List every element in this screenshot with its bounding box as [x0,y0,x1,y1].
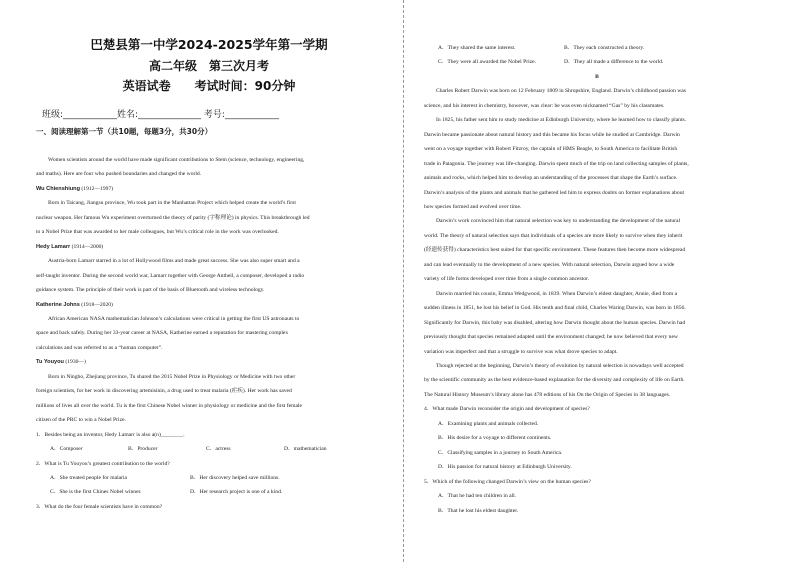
passage-line: nuclear weapon. Her famous Wu experiment overturned the theory of parity (宇称理论) in physics. This breakthrough led [36,214,310,221]
passage-line: Darwin’s analysis of the plants and animals that he gathered led him to express doubts on former explanations about [424,189,685,196]
passage-line: Austria-born Lamarr starred in a lot of Hollywood films and made great success. She was also super smart and a [48,258,300,265]
option-c[interactable]: C．actress [206,446,231,453]
option-a[interactable]: A．Composer [50,446,83,453]
passage-line: variety of life forms developed over time from a single common ancestor. [424,276,589,283]
scientist-years: (1930—) [63,359,86,366]
passage-line: went on a voyage together with Robert Fitzroy, the captain of HMS Beagle, to South America to facilitate British [424,146,678,153]
student-info-line: 班级:____________姓名:______________ 考号:____________ [42,110,279,120]
right-column [424,0,770,562]
passage-line: Charles Robert Darwin was born on 12 February 1809 in Shropshire, England. Darwin’s childhood passion was [436,88,686,95]
question-3-options-row2 [424,55,770,69]
exam-title: 巴楚县第一中学2024-2025学年第一学期 [90,37,328,52]
option-b[interactable]: B．That he lost his eldest daughter. [438,507,519,514]
scientist-heading [36,182,382,196]
passage-line: calculations and was referred to as a “human computer”. [36,344,163,351]
scientist-heading [36,355,382,369]
passage-line: In 1825, his father sent him to study medicine at Edinburgh University, where he learned how to classify plants. [436,117,687,124]
question-2-options-row2 [36,485,382,499]
question-2: 2．What is Tu Youyou’s greatest contribution to the world? [36,460,170,467]
passage-line: Darwin married his cousin, Emma Wedgwood, in 1839. When Darwin’s eldest daughter, Annie, died from a [436,290,678,297]
option-a[interactable]: A．Examining plants and animals collected. [438,420,539,427]
option-c[interactable]: C．Classifying samples in a journey to South America. [438,449,563,456]
question-1-options [36,442,382,456]
scientist-years: (1918—2020) [79,301,113,308]
passage-line: African American NASA mathematician Johnson’s calculations were critical in getting the first US astronauts to [48,315,300,322]
question-2-options-row1 [36,471,382,485]
column-divider [403,0,404,562]
passage-line: space and back safely. During her 33-year career at NASA, Katherine earned a reputation for mastering complex [36,330,289,337]
passage-line: previously thought that species remained adapted until the environment changed; he now believed that every new [424,334,678,341]
option-a[interactable]: A．That he had ten children in all. [438,493,517,500]
passage-line: Born in Ningbo, Zhejiang province, Tu shared the 2015 Nobel Prize in Physiology or Medicine with two other [48,373,296,380]
passage-line: to a Nobel Prize that was awarded to her male colleagues, but Wu’s critical role in the work was overlooked. [36,229,279,236]
passage-line: The Natural History Museum’s library alone has 478 editions of his On the Origin of Species in 38 languages. [424,391,671,398]
question-5: 5．Which of the following changed Darwin’s view on the human species? [424,478,591,485]
option-d[interactable]: D．They all made a difference to the world. [564,59,664,66]
passage-line: millions of lives all over the world. Tu is the first Chinese Nobel winner in physiology or medicine and the first female [36,402,302,409]
passage-line: and can lead eventually to the development of a new species. With natural selection, Darwin argued how a wide [424,261,675,268]
passage-line: Darwin’s work convinced him that natural selection was key to understanding the development of the natural [436,218,681,225]
scientist-name: Wu Chienshiung [36,185,81,192]
passage-line: how species formed and evolved over time. [424,203,522,210]
passage-b-label: B [595,73,599,80]
left-column [36,0,382,562]
scientist-years: (1914—2000) [70,243,104,250]
passage-line: Darwin became passionate about natural history and this became his focus while he studied at Cambridge. Darwin [424,131,680,138]
passage-line: variation was imperfect and that a struggle to survive was what drove species to adapt. [424,348,618,355]
exam-grade: 高二年级 第三次月考 [148,59,269,73]
option-c[interactable]: C．She is the first Chines Nobel winner. [50,489,142,496]
passage-line: citizen of the PRC to win a Nobel Prize. [36,417,126,424]
passage-line: animals and rocks, which helped him to develop an understanding of the processes that shape the Earth’s surface. [424,175,678,182]
question-3-options-row1 [424,41,770,55]
intro-line: Women scientists around the world have made significant contributions to Stem (science, technology, engineering, [48,157,305,163]
option-b[interactable]: B．His desire for a voyage to different continents. [438,435,552,442]
option-b[interactable]: B．They each constructed a theory. [564,45,645,51]
passage-line: trade in Patagonia. The journey was life-changing. Darwin spent much of the trip on land collecting samples of plants, [424,160,689,167]
question-4: 4．What made Darwin reconsider the origin and development of species? [424,406,590,413]
passage-line: (经遗传获得) characteristics best suited for that specific environment. These features then become more widespread [424,247,686,254]
passage-a [36,153,382,514]
passage-b [424,41,770,518]
option-c[interactable]: C．They were all awarded the Nobel Prize. [438,59,537,66]
passage-line: world. The theory of natural selection says that individuals of a species are more likely to survive when they inherit [424,232,683,239]
passage-line: science, and his interest in chemistry, however, was clear: he was even nicknamed “Gas” by his classmates. [424,102,665,109]
passage-line: sudden illness in 1851, he lost his belief in God. His tenth and final child, Charles Waring Darwin, was born in 1856. [424,305,686,312]
option-d[interactable]: D．Her research project is one of a kind. [190,489,283,496]
option-a[interactable]: A．They shared the same interest. [438,45,516,51]
option-a[interactable]: A．She treated people for malaria [50,474,128,481]
option-b[interactable]: B．Her discovery helped save millions. [190,474,280,481]
scientist-heading [36,298,382,312]
scientist-name: Hedy Lamarr [36,243,71,250]
option-d[interactable]: D．His passion for natural history at Edinburgh University. [438,464,572,471]
scientist-years: (1912—1997) [80,185,114,192]
passage-line: guidance system. The principle of their work is part of the basis of Bluetooth and wireless technology. [36,287,265,294]
question-3: 3．What do the four female scientists have in common? [36,503,163,510]
scientist-heading [36,240,382,254]
scientist-name: Katherine Johns [36,301,80,308]
passage-line: self-taught inventor. During the second world war, Lamarr together with George Antheil, a composer, developed a radio [36,272,305,279]
option-b[interactable]: B．Producer [128,446,158,453]
question-1: 1．Besides being an inventor, Hedy Lamarr is also a(n)________. [36,431,185,438]
scientist-name: Tu Youyou [36,359,64,366]
section-title: 一、阅读理解第一节（共10题，每题3分，共30分） [36,127,213,136]
passage-line: Though rejected at the beginning, Darwin’s theory of evolution by natural selection is nowadays well accepted [436,362,684,369]
option-d[interactable]: D．mathematician [284,446,327,453]
exam-subject-time: 英语试卷 考试时间：90分钟 [122,79,296,93]
passage-line: by the scientific community as the best evidence-based explanation for the diversity and complexity of life on Earth. [424,377,685,384]
passage-line: foreign scientists, for her work in discovering artemisinin, a drug used to treat malaria (疟疾). Her work has saved [36,388,292,395]
intro-line: and maths). Here are four who pushed boundaries and changed the world. [36,171,202,178]
passage-line: Born in Taicang, Jiangsu province, Wu took part in the Manhattan Project which helped create the world’s first [48,200,296,207]
passage-line: Significantly for Darwin, this baby was disabled, altering how Darwin thought about the human species. Darwin had [424,319,686,326]
